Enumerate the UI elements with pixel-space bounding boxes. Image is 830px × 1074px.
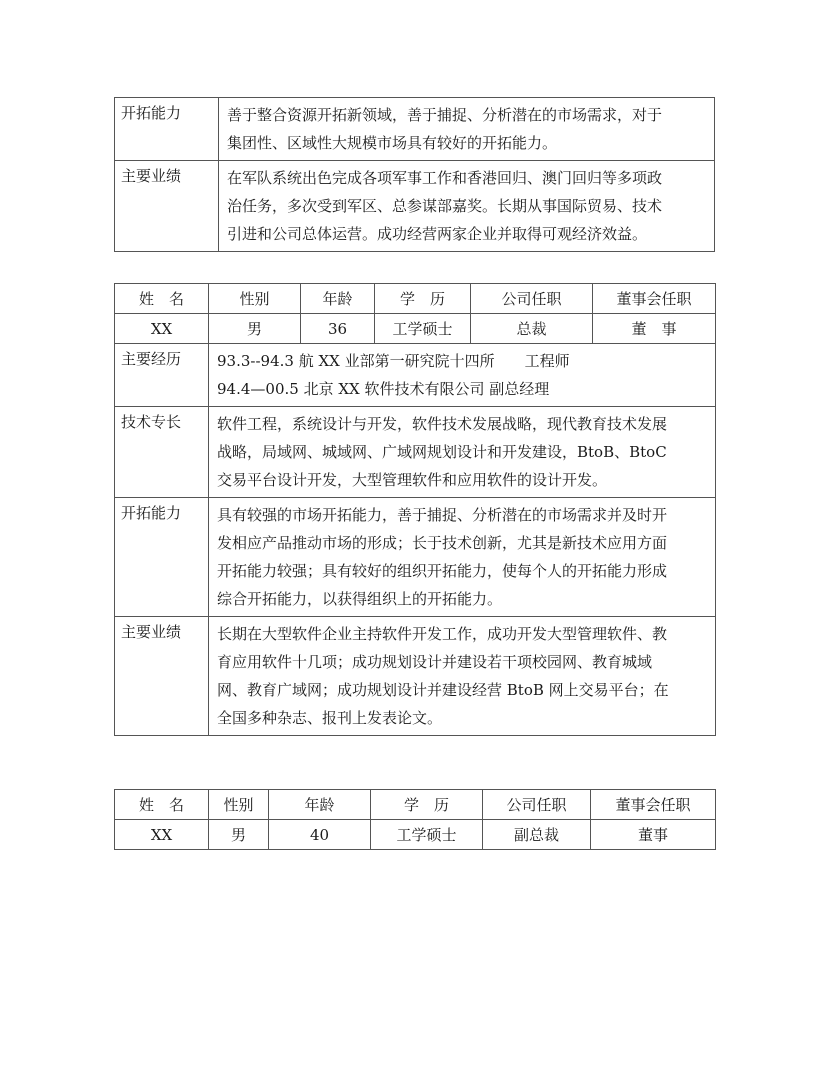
row-label: 主要经历 [115, 344, 209, 407]
value-education: 工学硕士 [371, 820, 483, 850]
value-education: 工学硕士 [375, 314, 471, 344]
text-line: 长期在大型软件企业主持软件开发工作，成功开发大型管理软件、教 [217, 625, 668, 643]
text-line: 善于整合资源开拓新领域，善于捕捉、分析潜在的市场需求，对于 [227, 106, 663, 124]
value-board-position: 董 事 [593, 314, 716, 344]
text-line: 集团性、区域性大规模市场具有较好的开拓能力。 [227, 134, 558, 152]
header-board-position: 董事会任职 [591, 790, 716, 820]
row-content [209, 617, 716, 736]
row-label: 开拓能力 [115, 98, 219, 161]
value-company-position: 总裁 [471, 314, 593, 344]
text-line: 治任务，多次受到军区、总参谋部嘉奖。长期从事国际贸易、技术 [227, 197, 663, 215]
row-label: 主要业绩 [115, 617, 209, 736]
header-age: 年龄 [301, 284, 375, 314]
text-line: 育应用软件十几项；成功规划设计并建设若干项校园网、教育城域 [217, 653, 653, 671]
row-content [209, 344, 716, 407]
table-header-row [115, 284, 716, 314]
profile-table-2 [114, 283, 716, 736]
text-line: 交易平台设计开发，大型管理软件和应用软件的设计开发。 [217, 471, 608, 489]
text-line: 网、教育广域网；成功规划设计并建设经营 BtoB 网上交易平台；在 [217, 681, 669, 699]
value-company-position: 副总裁 [483, 820, 591, 850]
row-label: 主要业绩 [115, 161, 219, 252]
profile-table-3 [114, 789, 716, 850]
header-company-position: 公司任职 [471, 284, 593, 314]
row-label: 技术专长 [115, 407, 209, 498]
table-row [115, 617, 716, 736]
text-line: 发相应产品推动市场的形成；长于技术创新，尤其是新技术应用方面 [217, 534, 668, 552]
profile-table-1 [114, 97, 715, 252]
header-name: 姓 名 [115, 284, 209, 314]
value-gender: 男 [209, 820, 269, 850]
value-name: XX [115, 820, 209, 850]
header-name: 姓 名 [115, 790, 209, 820]
row-label: 开拓能力 [115, 498, 209, 617]
text-line: 在军队系统出色完成各项军事工作和香港回归、澳门回归等多项政 [227, 169, 663, 187]
header-age: 年龄 [269, 790, 371, 820]
text-line: 具有较强的市场开拓能力，善于捕捉、分析潜在的市场需求并及时开 [217, 506, 668, 524]
value-gender: 男 [209, 314, 301, 344]
value-board-position: 董事 [591, 820, 716, 850]
table-value-row [115, 314, 716, 344]
row-content [219, 98, 715, 161]
row-content [219, 161, 715, 252]
value-age: 40 [269, 820, 371, 850]
header-education: 学 历 [375, 284, 471, 314]
table-value-row [115, 820, 716, 850]
text-line: 综合开拓能力，以获得组织上的开拓能力。 [217, 590, 503, 608]
table-row [115, 407, 716, 498]
table-row [115, 344, 716, 407]
header-education: 学 历 [371, 790, 483, 820]
header-gender: 性别 [209, 284, 301, 314]
table-row [115, 498, 716, 617]
row-content [209, 498, 716, 617]
header-board-position: 董事会任职 [593, 284, 716, 314]
value-name: XX [115, 314, 209, 344]
text-line: 战略，局域网、城域网、广域网规划设计和开发建设，BtoB、BtoC [217, 443, 667, 461]
value-age: 36 [301, 314, 375, 344]
header-gender: 性别 [209, 790, 269, 820]
text-line: 软件工程，系统设计与开发，软件技术发展战略，现代教育技术发展 [217, 415, 668, 433]
table-header-row [115, 790, 716, 820]
text-line: 引进和公司总体运营。成功经营两家企业并取得可观经济效益。 [227, 225, 648, 243]
text-line: 94.4—00.5 北京 XX 软件技术有限公司 副总经理 [217, 380, 550, 398]
text-line: 全国多种杂志、报刊上发表论文。 [217, 709, 443, 727]
table-row [115, 161, 715, 252]
row-content [209, 407, 716, 498]
text-line: 93.3--94.3 航 XX 业部第一研究院十四所 工程师 [217, 352, 570, 370]
header-company-position: 公司任职 [483, 790, 591, 820]
table-row [115, 98, 715, 161]
text-line: 开拓能力较强；具有较好的组织开拓能力，使每个人的开拓能力形成 [217, 562, 668, 580]
